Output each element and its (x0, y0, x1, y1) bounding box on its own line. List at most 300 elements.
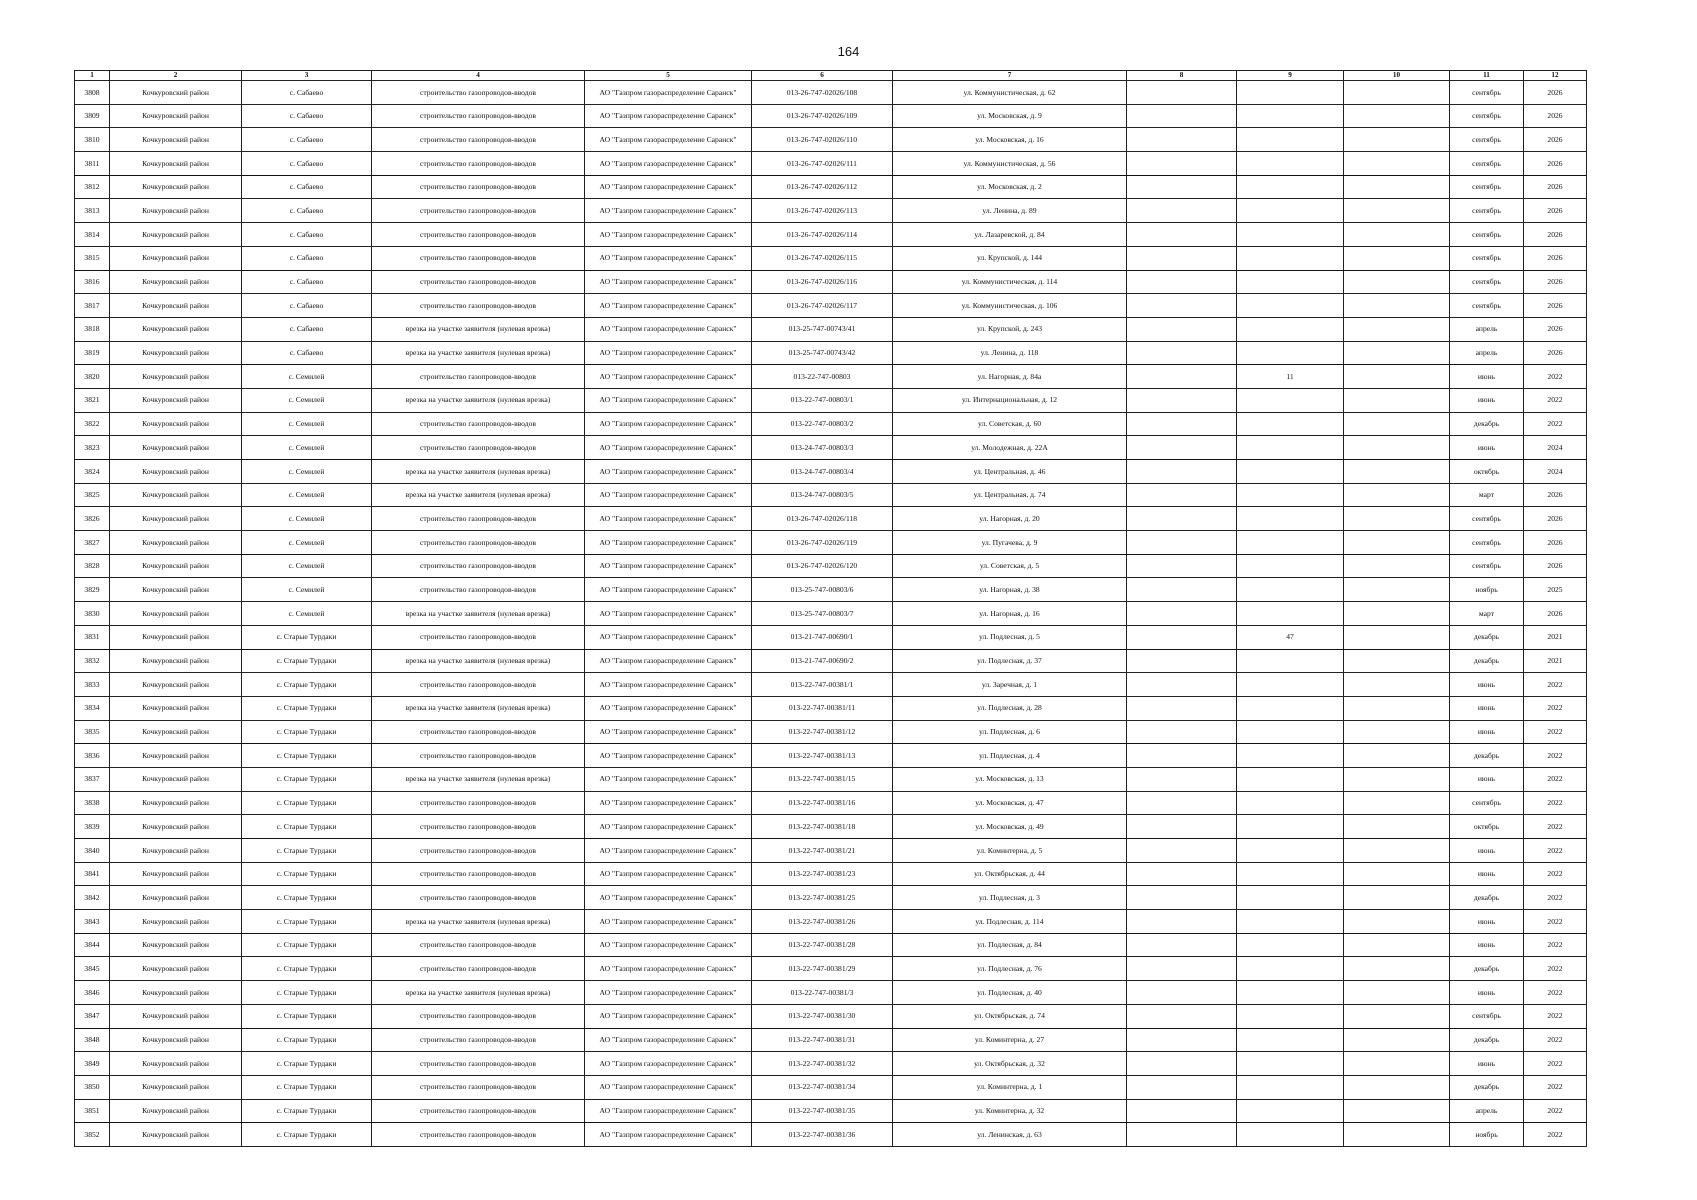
work-type-cell: врезка на участке заявителя (нулевая врезка) (372, 460, 585, 484)
row-number-cell: 3841 (75, 862, 110, 886)
col10-cell (1344, 104, 1450, 128)
year-cell: 2026 (1524, 104, 1587, 128)
col9-cell (1237, 933, 1344, 957)
table-row (75, 1028, 1587, 1052)
col9-cell (1237, 696, 1344, 720)
col9-cell (1237, 602, 1344, 626)
col10-cell (1344, 602, 1450, 626)
col9-cell (1237, 294, 1344, 318)
table-header (75, 71, 1587, 81)
district-cell: Кочкуровский район (110, 246, 242, 270)
year-cell: 2022 (1524, 1099, 1587, 1123)
month-cell: июнь (1450, 365, 1524, 389)
col10-cell (1344, 1123, 1450, 1147)
col9-cell (1237, 175, 1344, 199)
address-cell: ул. Московская, д. 13 (893, 767, 1127, 791)
settlement-cell: с. Сабаево (242, 294, 372, 318)
application-number-cell: 013-24-747-00803/3 (752, 436, 893, 460)
row-number-cell: 3808 (75, 81, 110, 105)
year-cell: 2022 (1524, 1075, 1587, 1099)
col8-cell (1127, 1052, 1237, 1076)
address-cell: ул. Ленина, д. 89 (893, 199, 1127, 223)
col8-cell (1127, 246, 1237, 270)
year-cell: 2024 (1524, 460, 1587, 484)
application-number-cell: 013-22-747-00381/30 (752, 1004, 893, 1028)
work-type-cell: строительство газопроводов-вводов (372, 673, 585, 697)
district-cell: Кочкуровский район (110, 862, 242, 886)
settlement-cell: с. Сабаево (242, 270, 372, 294)
work-type-cell: строительство газопроводов-вводов (372, 199, 585, 223)
row-number-cell: 3835 (75, 720, 110, 744)
work-type-cell: строительство газопроводов-вводов (372, 1075, 585, 1099)
year-cell: 2022 (1524, 412, 1587, 436)
year-cell: 2025 (1524, 578, 1587, 602)
col9-cell (1237, 317, 1344, 341)
col8-cell (1127, 341, 1237, 365)
year-cell: 2022 (1524, 791, 1587, 815)
settlement-cell: с. Старые Турдаки (242, 673, 372, 697)
col8-cell (1127, 673, 1237, 697)
address-cell: ул. Московская, д. 47 (893, 791, 1127, 815)
month-cell: декабрь (1450, 744, 1524, 768)
row-number-cell: 3839 (75, 815, 110, 839)
month-cell: сентябрь (1450, 104, 1524, 128)
settlement-cell: с. Старые Турдаки (242, 1099, 372, 1123)
application-number-cell: 013-25-747-00743/42 (752, 341, 893, 365)
address-cell: ул. Пугачева, д. 9 (893, 531, 1127, 555)
work-type-cell: строительство газопроводов-вводов (372, 246, 585, 270)
work-type-cell: строительство газопроводов-вводов (372, 1004, 585, 1028)
col8-cell (1127, 152, 1237, 176)
settlement-cell: с. Сабаево (242, 223, 372, 247)
month-cell: декабрь (1450, 1028, 1524, 1052)
year-cell: 2026 (1524, 246, 1587, 270)
work-type-cell: строительство газопроводов-вводов (372, 270, 585, 294)
organization-cell: АО "Газпром газораспределение Саранск" (585, 388, 752, 412)
col10-cell (1344, 507, 1450, 531)
header-cell-8: 8 (1127, 71, 1237, 81)
organization-cell: АО "Газпром газораспределение Саранск" (585, 1099, 752, 1123)
col9-cell (1237, 1004, 1344, 1028)
application-number-cell: 013-22-747-00381/16 (752, 791, 893, 815)
row-number-cell: 3836 (75, 744, 110, 768)
organization-cell: АО "Газпром газораспределение Саранск" (585, 128, 752, 152)
month-cell: апрель (1450, 317, 1524, 341)
settlement-cell: с. Старые Турдаки (242, 696, 372, 720)
work-type-cell: строительство газопроводов-вводов (372, 294, 585, 318)
month-cell: октябрь (1450, 815, 1524, 839)
table-row (75, 483, 1587, 507)
organization-cell: АО "Газпром газораспределение Саранск" (585, 1123, 752, 1147)
month-cell: июнь (1450, 862, 1524, 886)
row-number-cell: 3840 (75, 839, 110, 863)
month-cell: сентябрь (1450, 507, 1524, 531)
organization-cell: АО "Газпром газораспределение Саранск" (585, 957, 752, 981)
col9-cell (1237, 1052, 1344, 1076)
year-cell: 2021 (1524, 649, 1587, 673)
settlement-cell: с. Семилей (242, 412, 372, 436)
col9-cell (1237, 223, 1344, 247)
row-number-cell: 3814 (75, 223, 110, 247)
year-cell: 2022 (1524, 957, 1587, 981)
table-row (75, 744, 1587, 768)
work-type-cell: строительство газопроводов-вводов (372, 744, 585, 768)
organization-cell: АО "Газпром газораспределение Саранск" (585, 933, 752, 957)
month-cell: октябрь (1450, 460, 1524, 484)
settlement-cell: с. Семилей (242, 578, 372, 602)
row-number-cell: 3817 (75, 294, 110, 318)
address-cell: ул. Нагорная, д. 84а (893, 365, 1127, 389)
work-type-cell: строительство газопроводов-вводов (372, 175, 585, 199)
organization-cell: АО "Газпром газораспределение Саранск" (585, 436, 752, 460)
district-cell: Кочкуровский район (110, 1052, 242, 1076)
work-type-cell: строительство газопроводов-вводов (372, 531, 585, 555)
table-row (75, 199, 1587, 223)
work-type-cell: строительство газопроводов-вводов (372, 1099, 585, 1123)
table-body (75, 81, 1587, 1147)
work-type-cell: строительство газопроводов-вводов (372, 412, 585, 436)
year-cell: 2022 (1524, 388, 1587, 412)
year-cell: 2022 (1524, 767, 1587, 791)
work-type-cell: строительство газопроводов-вводов (372, 625, 585, 649)
col10-cell (1344, 317, 1450, 341)
application-number-cell: 013-22-747-00381/28 (752, 933, 893, 957)
row-number-cell: 3847 (75, 1004, 110, 1028)
organization-cell: АО "Газпром газораспределение Саранск" (585, 673, 752, 697)
col10-cell (1344, 341, 1450, 365)
organization-cell: АО "Газпром газораспределение Саранск" (585, 791, 752, 815)
settlement-cell: с. Семилей (242, 388, 372, 412)
col9-cell (1237, 1099, 1344, 1123)
work-type-cell: строительство газопроводов-вводов (372, 152, 585, 176)
month-cell: сентябрь (1450, 246, 1524, 270)
settlement-cell: с. Старые Турдаки (242, 625, 372, 649)
col8-cell (1127, 720, 1237, 744)
month-cell: сентябрь (1450, 554, 1524, 578)
row-number-cell: 3809 (75, 104, 110, 128)
col10-cell (1344, 436, 1450, 460)
month-cell: март (1450, 602, 1524, 626)
year-cell: 2022 (1524, 981, 1587, 1005)
address-cell: ул. Коминтерна, д. 1 (893, 1075, 1127, 1099)
work-type-cell: врезка на участке заявителя (нулевая врезка) (372, 910, 585, 934)
district-cell: Кочкуровский район (110, 673, 242, 697)
table-row (75, 152, 1587, 176)
settlement-cell: с. Семилей (242, 483, 372, 507)
header-cell-2: 2 (110, 71, 242, 81)
work-type-cell: строительство газопроводов-вводов (372, 720, 585, 744)
organization-cell: АО "Газпром газораспределение Саранск" (585, 720, 752, 744)
address-cell: ул. Центральная, д. 74 (893, 483, 1127, 507)
month-cell: декабрь (1450, 957, 1524, 981)
application-number-cell: 013-26-747-02026/109 (752, 104, 893, 128)
year-cell: 2022 (1524, 1052, 1587, 1076)
row-number-cell: 3844 (75, 933, 110, 957)
year-cell: 2022 (1524, 862, 1587, 886)
col9-cell (1237, 673, 1344, 697)
application-number-cell: 013-26-747-02026/113 (752, 199, 893, 223)
table-row (75, 933, 1587, 957)
address-cell: ул. Заречная, д. 1 (893, 673, 1127, 697)
col10-cell (1344, 578, 1450, 602)
col8-cell (1127, 223, 1237, 247)
organization-cell: АО "Газпром газораспределение Саранск" (585, 910, 752, 934)
month-cell: апрель (1450, 341, 1524, 365)
table-row (75, 981, 1587, 1005)
col8-cell (1127, 910, 1237, 934)
address-cell: ул. Советская, д. 60 (893, 412, 1127, 436)
application-number-cell: 013-22-747-00803/2 (752, 412, 893, 436)
organization-cell: АО "Газпром газораспределение Саранск" (585, 1028, 752, 1052)
organization-cell: АО "Газпром газораспределение Саранск" (585, 554, 752, 578)
col8-cell (1127, 531, 1237, 555)
application-number-cell: 013-22-747-00381/13 (752, 744, 893, 768)
col8-cell (1127, 696, 1237, 720)
application-number-cell: 013-26-747-02026/108 (752, 81, 893, 105)
row-number-cell: 3815 (75, 246, 110, 270)
col10-cell (1344, 152, 1450, 176)
address-cell: ул. Подлесная, д. 114 (893, 910, 1127, 934)
row-number-cell: 3812 (75, 175, 110, 199)
district-cell: Кочкуровский район (110, 578, 242, 602)
col10-cell (1344, 981, 1450, 1005)
header-cell-4: 4 (372, 71, 585, 81)
application-number-cell: 013-22-747-00381/11 (752, 696, 893, 720)
district-cell: Кочкуровский район (110, 649, 242, 673)
row-number-cell: 3820 (75, 365, 110, 389)
month-cell: декабрь (1450, 412, 1524, 436)
col10-cell (1344, 365, 1450, 389)
year-cell: 2026 (1524, 199, 1587, 223)
col8-cell (1127, 1075, 1237, 1099)
table-row (75, 1099, 1587, 1123)
application-number-cell: 013-22-747-00381/3 (752, 981, 893, 1005)
work-type-cell: врезка на участке заявителя (нулевая врезка) (372, 649, 585, 673)
col10-cell (1344, 815, 1450, 839)
organization-cell: АО "Газпром газораспределение Саранск" (585, 175, 752, 199)
year-cell: 2022 (1524, 839, 1587, 863)
organization-cell: АО "Газпром газораспределение Саранск" (585, 839, 752, 863)
col8-cell (1127, 412, 1237, 436)
application-number-cell: 013-26-747-02026/112 (752, 175, 893, 199)
month-cell: июнь (1450, 981, 1524, 1005)
application-number-cell: 013-22-747-00381/31 (752, 1028, 893, 1052)
application-number-cell: 013-22-747-00381/21 (752, 839, 893, 863)
header-row (75, 71, 1587, 81)
row-number-cell: 3851 (75, 1099, 110, 1123)
month-cell: сентябрь (1450, 175, 1524, 199)
table-row (75, 436, 1587, 460)
district-cell: Кочкуровский район (110, 460, 242, 484)
col10-cell (1344, 839, 1450, 863)
month-cell: декабрь (1450, 649, 1524, 673)
address-cell: ул. Коминтерна, д. 5 (893, 839, 1127, 863)
application-number-cell: 013-22-747-00381/36 (752, 1123, 893, 1147)
settlement-cell: с. Семилей (242, 531, 372, 555)
settlement-cell: с. Старые Турдаки (242, 649, 372, 673)
col8-cell (1127, 839, 1237, 863)
settlement-cell: с. Семилей (242, 365, 372, 389)
row-number-cell: 3825 (75, 483, 110, 507)
table-row (75, 649, 1587, 673)
address-cell: ул. Коминтерна, д. 32 (893, 1099, 1127, 1123)
col9-cell (1237, 128, 1344, 152)
col9-cell (1237, 720, 1344, 744)
col10-cell (1344, 412, 1450, 436)
district-cell: Кочкуровский район (110, 365, 242, 389)
district-cell: Кочкуровский район (110, 483, 242, 507)
col9-cell: 11 (1237, 365, 1344, 389)
address-cell: ул. Нагорная, д. 38 (893, 578, 1127, 602)
application-number-cell: 013-22-747-00381/29 (752, 957, 893, 981)
month-cell: июнь (1450, 388, 1524, 412)
table-row (75, 270, 1587, 294)
year-cell: 2022 (1524, 815, 1587, 839)
work-type-cell: врезка на участке заявителя (нулевая врезка) (372, 696, 585, 720)
col8-cell (1127, 270, 1237, 294)
header-cell-7: 7 (893, 71, 1127, 81)
settlement-cell: с. Старые Турдаки (242, 1028, 372, 1052)
row-number-cell: 3823 (75, 436, 110, 460)
work-type-cell: строительство газопроводов-вводов (372, 1123, 585, 1147)
work-type-cell: строительство газопроводов-вводов (372, 815, 585, 839)
col10-cell (1344, 625, 1450, 649)
application-number-cell: 013-22-747-00381/15 (752, 767, 893, 791)
application-number-cell: 013-22-747-00381/12 (752, 720, 893, 744)
row-number-cell: 3830 (75, 602, 110, 626)
settlement-cell: с. Старые Турдаки (242, 862, 372, 886)
organization-cell: АО "Газпром газораспределение Саранск" (585, 104, 752, 128)
organization-cell: АО "Газпром газораспределение Саранск" (585, 981, 752, 1005)
organization-cell: АО "Газпром газораспределение Саранск" (585, 81, 752, 105)
row-number-cell: 3831 (75, 625, 110, 649)
table-row (75, 531, 1587, 555)
district-cell: Кочкуровский район (110, 412, 242, 436)
work-type-cell: строительство газопроводов-вводов (372, 862, 585, 886)
organization-cell: АО "Газпром газораспределение Саранск" (585, 625, 752, 649)
table-row (75, 341, 1587, 365)
address-cell: ул. Октябрьская, д. 44 (893, 862, 1127, 886)
col8-cell (1127, 933, 1237, 957)
year-cell: 2022 (1524, 910, 1587, 934)
settlement-cell: с. Сабаево (242, 317, 372, 341)
year-cell: 2026 (1524, 223, 1587, 247)
col8-cell (1127, 578, 1237, 602)
district-cell: Кочкуровский район (110, 1123, 242, 1147)
organization-cell: АО "Газпром газораспределение Саранск" (585, 460, 752, 484)
month-cell: ноябрь (1450, 578, 1524, 602)
row-number-cell: 3827 (75, 531, 110, 555)
row-number-cell: 3850 (75, 1075, 110, 1099)
organization-cell: АО "Газпром газораспределение Саранск" (585, 412, 752, 436)
year-cell: 2026 (1524, 317, 1587, 341)
col8-cell (1127, 862, 1237, 886)
table-row (75, 1075, 1587, 1099)
col10-cell (1344, 175, 1450, 199)
col10-cell (1344, 910, 1450, 934)
row-number-cell: 3838 (75, 791, 110, 815)
table-row (75, 388, 1587, 412)
year-cell: 2026 (1524, 152, 1587, 176)
col10-cell (1344, 554, 1450, 578)
organization-cell: АО "Газпром газораспределение Саранск" (585, 767, 752, 791)
district-cell: Кочкуровский район (110, 696, 242, 720)
row-number-cell: 3811 (75, 152, 110, 176)
table-row (75, 720, 1587, 744)
col8-cell (1127, 744, 1237, 768)
application-number-cell: 013-25-747-00743/41 (752, 317, 893, 341)
district-cell: Кочкуровский район (110, 199, 242, 223)
application-number-cell: 013-22-747-00381/1 (752, 673, 893, 697)
row-number-cell: 3837 (75, 767, 110, 791)
row-number-cell: 3822 (75, 412, 110, 436)
organization-cell: АО "Газпром газораспределение Саранск" (585, 1052, 752, 1076)
col10-cell (1344, 744, 1450, 768)
settlement-cell: с. Сабаево (242, 175, 372, 199)
application-number-cell: 013-26-747-02026/115 (752, 246, 893, 270)
col10-cell (1344, 246, 1450, 270)
settlement-cell: с. Старые Турдаки (242, 815, 372, 839)
work-type-cell: строительство газопроводов-вводов (372, 554, 585, 578)
col8-cell (1127, 294, 1237, 318)
application-number-cell: 013-26-747-02026/116 (752, 270, 893, 294)
col8-cell (1127, 317, 1237, 341)
col9-cell (1237, 910, 1344, 934)
year-cell: 2026 (1524, 294, 1587, 318)
table-row (75, 104, 1587, 128)
month-cell: ноябрь (1450, 1123, 1524, 1147)
year-cell: 2022 (1524, 696, 1587, 720)
table-row (75, 294, 1587, 318)
year-cell: 2026 (1524, 128, 1587, 152)
col9-cell (1237, 554, 1344, 578)
col9-cell (1237, 246, 1344, 270)
col10-cell (1344, 862, 1450, 886)
month-cell: сентябрь (1450, 223, 1524, 247)
work-type-cell: строительство газопроводов-вводов (372, 578, 585, 602)
organization-cell: АО "Газпром газораспределение Саранск" (585, 223, 752, 247)
year-cell: 2022 (1524, 1004, 1587, 1028)
address-cell: ул. Крупской, д. 144 (893, 246, 1127, 270)
district-cell: Кочкуровский район (110, 223, 242, 247)
year-cell: 2026 (1524, 507, 1587, 531)
district-cell: Кочкуровский район (110, 317, 242, 341)
col10-cell (1344, 531, 1450, 555)
organization-cell: АО "Газпром газораспределение Саранск" (585, 886, 752, 910)
district-cell: Кочкуровский район (110, 531, 242, 555)
district-cell: Кочкуровский район (110, 886, 242, 910)
district-cell: Кочкуровский район (110, 791, 242, 815)
district-cell: Кочкуровский район (110, 625, 242, 649)
district-cell: Кочкуровский район (110, 128, 242, 152)
row-number-cell: 3819 (75, 341, 110, 365)
application-number-cell: 013-24-747-00803/5 (752, 483, 893, 507)
month-cell: декабрь (1450, 625, 1524, 649)
row-number-cell: 3818 (75, 317, 110, 341)
col9-cell (1237, 862, 1344, 886)
col10-cell (1344, 1004, 1450, 1028)
work-type-cell: врезка на участке заявителя (нулевая врезка) (372, 602, 585, 626)
work-type-cell: врезка на участке заявителя (нулевая врезка) (372, 341, 585, 365)
district-cell: Кочкуровский район (110, 507, 242, 531)
address-cell: ул. Подлесная, д. 84 (893, 933, 1127, 957)
settlement-cell: с. Старые Турдаки (242, 1004, 372, 1028)
month-cell: июнь (1450, 673, 1524, 697)
organization-cell: АО "Газпром газораспределение Саранск" (585, 531, 752, 555)
row-number-cell: 3826 (75, 507, 110, 531)
settlement-cell: с. Сабаево (242, 152, 372, 176)
table-row (75, 128, 1587, 152)
